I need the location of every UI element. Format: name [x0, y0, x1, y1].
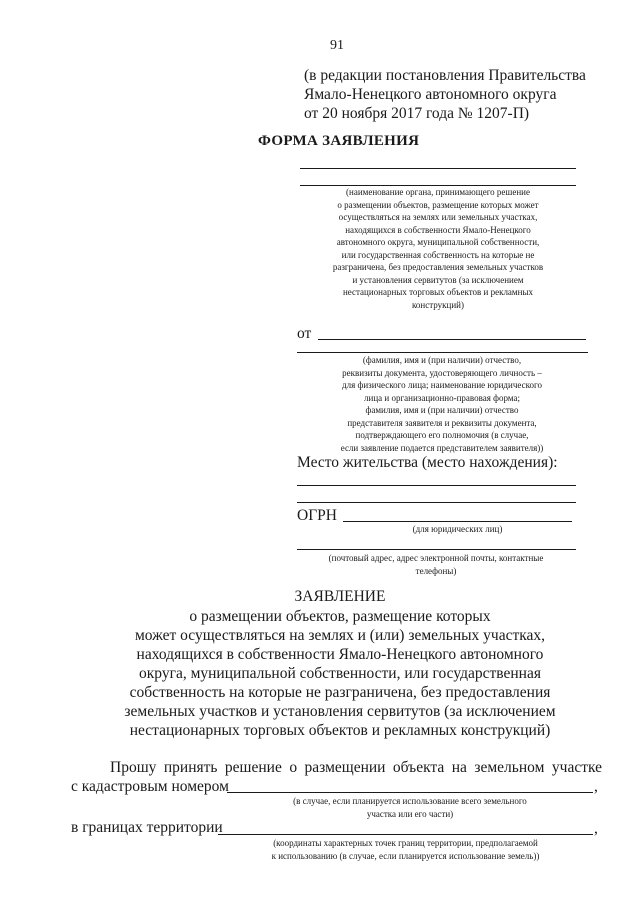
application-title: ЗАЯВЛЕНИЕ — [294, 588, 386, 605]
caption-line: к использованию (в случае, если планируется использование земель)) — [271, 850, 540, 861]
residence-field-second-line[interactable] — [297, 502, 576, 503]
subtitle-line: собственность на которые не разграничена, без предоставления — [129, 684, 551, 701]
from-label: от — [297, 325, 312, 342]
edition-note — [304, 66, 586, 123]
ogrn-caption: (для юридических лиц) — [412, 524, 503, 534]
caption-line: осуществляться на землях или земельных участках, — [338, 212, 538, 222]
caption-line: (координаты характерных точек границ территории, предполагаемой — [273, 838, 538, 848]
application-subtitle — [80, 607, 600, 740]
caption-line: если заявление подается представителем заявителя)) — [340, 442, 544, 453]
caption-line: (почтовый адрес, адрес электронной почты, контактные — [328, 553, 544, 563]
contacts-caption — [294, 552, 578, 577]
ogrn-label: ОГРН — [297, 507, 337, 524]
page-number: 91 — [330, 38, 344, 53]
territory-label: в границах территории — [71, 819, 223, 836]
caption-line: находящихся в собственности Ямало-Ненецкого — [345, 224, 531, 235]
caption-line: (фамилия, имя и (при наличии) отчество, — [362, 355, 522, 365]
subtitle-line: о размещении объектов, размещение которых — [189, 608, 491, 625]
subtitle-line: нестационарных торговых объектов и рекламных конструкций) — [129, 722, 551, 739]
territory-caption — [218, 837, 593, 862]
authority-line — [300, 168, 576, 169]
line-end-comma: , — [594, 778, 598, 795]
caption-line: или государственная собственность на которые не — [341, 249, 535, 260]
from-field[interactable] — [318, 339, 586, 340]
ogrn-field[interactable] — [343, 521, 572, 522]
subtitle-line: округа, муниципальной собственности, или государственная — [139, 665, 541, 682]
cadastral-label: с кадастровым номером — [71, 778, 229, 795]
residence-label: Место жительства (место нахождения): — [297, 454, 558, 471]
caption-line: разграничена, без предоставления земельных участков — [332, 262, 544, 272]
contacts-field[interactable] — [297, 549, 576, 550]
caption-line: для физического лица; наименование юридического — [342, 380, 542, 390]
request-text: Прошу принять решение о размещении объекта на земельном участке — [110, 759, 602, 776]
territory-field[interactable] — [218, 834, 593, 835]
caption-line: подтверждающего его полномочия (в случае, — [355, 430, 529, 440]
applicant-caption — [296, 354, 588, 454]
caption-line: лица и организационно-правовая форма; — [364, 392, 520, 403]
caption-line: фамилия, имя и (при наличии) отчество — [365, 405, 519, 415]
edition-note-line: Ямало-Ненецкого автономного округа — [304, 86, 557, 103]
cadastral-caption — [227, 795, 593, 820]
subtitle-line: находящихся в собственности Ямало-Ненецкого автономного — [136, 646, 544, 663]
caption-line: (наименование органа, принимающего решение — [346, 187, 530, 197]
edition-note-line: от 20 ноября 2017 года № 1207-П) — [304, 105, 530, 122]
caption-line: автономного округа, муниципальной собственности, — [336, 237, 540, 247]
caption-line: и установления сервитутов (за исключением — [352, 274, 524, 285]
subtitle-line: может осуществляться на землях и (или) земельных участках, — [134, 627, 546, 644]
caption-line: реквизиты документа, удостоверяющего личность – — [342, 367, 542, 378]
authority-caption — [296, 186, 580, 311]
caption-line: конструкций) — [412, 299, 464, 310]
line-end-comma: , — [594, 820, 598, 837]
caption-line: о размещении объектов, размещение которых может — [337, 199, 539, 210]
edition-note-line: (в редакции постановления Правительства — [304, 67, 586, 84]
cadastral-number-field[interactable] — [227, 792, 593, 793]
from-field-second-line[interactable] — [297, 352, 588, 353]
caption-line: телефоны) — [415, 565, 457, 576]
caption-line: участка или его части) — [366, 808, 454, 819]
form-title: ФОРМА ЗАЯВЛЕНИЯ — [258, 133, 420, 149]
caption-line: (в случае, если планируется использование всего земельного — [293, 796, 527, 806]
subtitle-line: земельных участков и установления сервитутов (за исключением — [124, 703, 556, 720]
residence-field[interactable] — [297, 485, 576, 486]
caption-line: нестационарных торговых объектов и рекламных — [342, 287, 533, 297]
caption-line: представителя заявителя и реквизиты документа, — [347, 417, 537, 428]
